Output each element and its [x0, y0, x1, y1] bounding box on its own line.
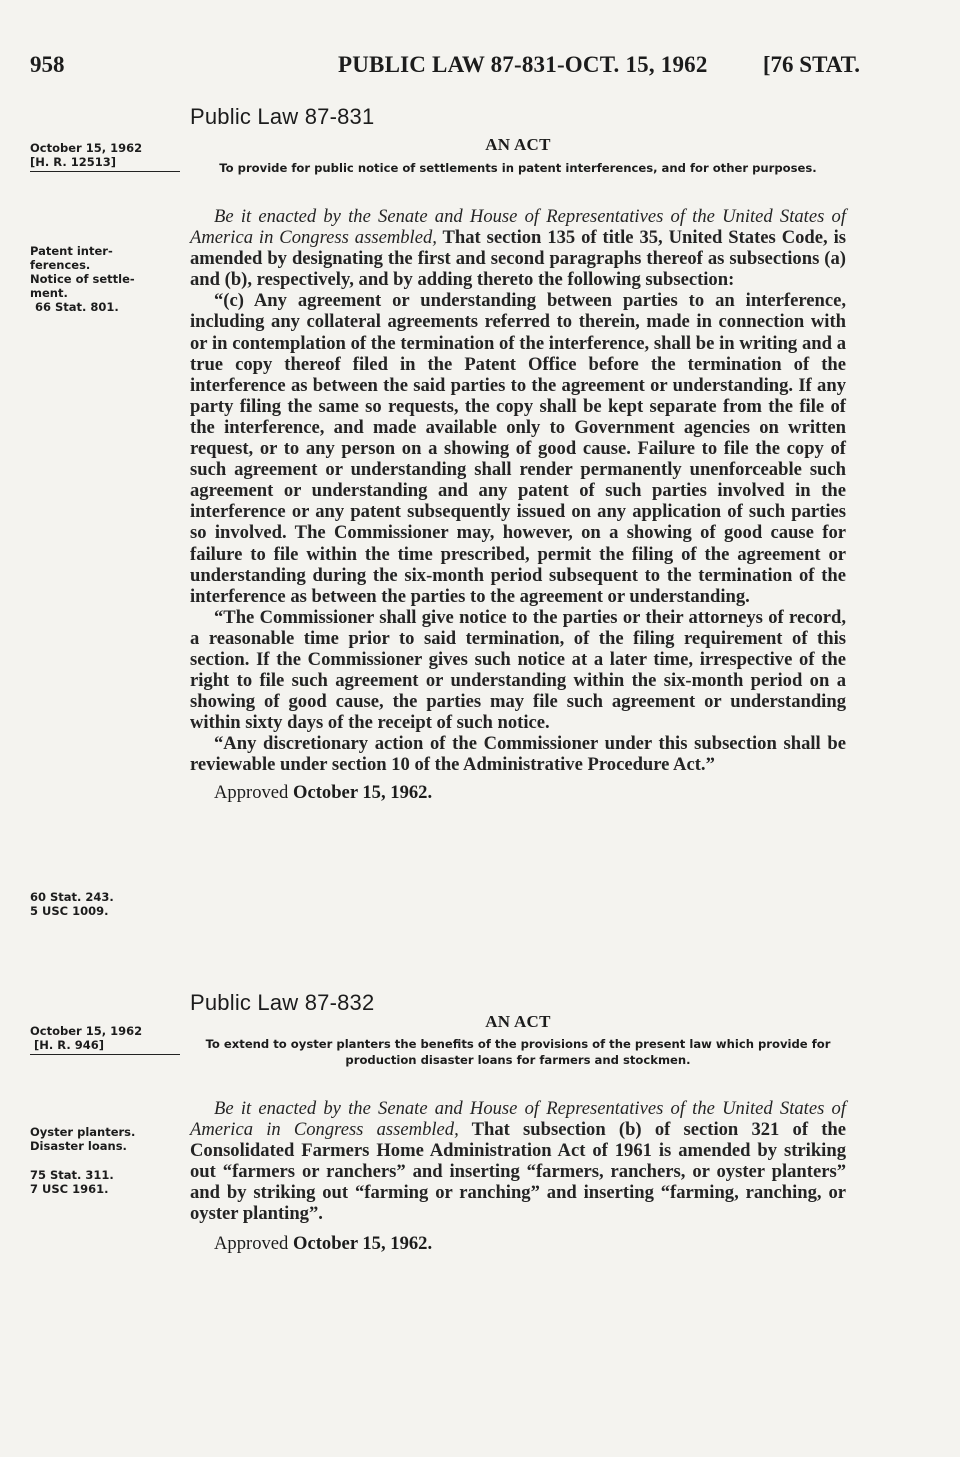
margin-bill-number: [H. R. 946]	[34, 1038, 104, 1052]
margin-date-bill	[30, 1024, 180, 1055]
approved-date: October 15, 1962.	[293, 781, 433, 803]
approved-label: Approved	[214, 781, 289, 803]
subsection-c: “(c) Any agreement or understanding between parties to an interference, including any collateral agreements referred to therein, made in connection with or in contemplation of the termination of the interference, shall be in writing and a true copy thereof filed in the Patent Office before the termination of the interference as between the said parties to the agreement or understanding. If any party filing the same so requests, the copy shall be kept separate from the file of the interference, and made available only to Government agencies on written request, or to any person on a showing of good cause. Failure to file the copy of such agreement or understanding shall render permanently unenforceable such agreement or understanding and any patent of such parties involved in the interference or any patent subsequently issued on any application of such parties so involved. The Commissioner may, however, on a showing of good cause for failure to file within the time prescribed, permit the filing of the agreement or understanding during the six-month period subsequent to the termination of the interference as between the parties to the agreement or understanding.	[190, 290, 846, 607]
margin-topic-line: ment.	[30, 286, 68, 300]
act-body	[190, 206, 846, 776]
margin-topic	[30, 244, 180, 314]
margin-citation-line: 60 Stat. 243.	[30, 890, 114, 904]
act-heading: AN ACT	[485, 135, 551, 154]
margin-topic-line: Patent inter-	[30, 244, 113, 258]
running-head-title: PUBLIC LAW 87-831-OCT. 15, 1962	[338, 52, 708, 77]
approval-line	[190, 782, 846, 804]
margin-topic-line: Disaster loans.	[30, 1139, 127, 1153]
volume-reference: [76 STAT.	[762, 52, 860, 77]
enacting-clause	[190, 1098, 846, 1225]
margin-topic-line: Oyster planters.	[30, 1125, 136, 1139]
margin-rule	[30, 1054, 180, 1055]
margin-date: October 15, 1962	[30, 1024, 143, 1038]
law-title: Public Law 87-832	[190, 990, 375, 1015]
act-purpose: To extend to oyster planters the benefits of the provisions of the present law which provide for production disaster loans for farmers and stockmen.	[205, 1037, 831, 1067]
margin-bill-number: [H. R. 12513]	[30, 155, 116, 169]
enacting-formula: Be it enacted by the Senate and House of Representatives of the United States of America in Congress assembled,	[190, 1098, 846, 1141]
margin-topic-line: 66 Stat. 801.	[35, 300, 119, 314]
approval-line	[190, 1233, 846, 1255]
enacting-text: That section 135 of title 35, United States Code, is amended by designating the first and second paragraphs thereof as subsections (a) and (b), respectively, and by adding thereto the following subsection:	[190, 227, 846, 291]
page-number: 958	[30, 52, 65, 77]
approved-label: Approved	[214, 1232, 289, 1254]
margin-date-bill	[30, 141, 180, 172]
margin-citation	[30, 890, 180, 918]
review-paragraph: “Any discretionary action of the Commissioner under this subsection shall be reviewable under section 10 of the Administrative Procedure Act.”	[190, 733, 846, 776]
margin-topic-line: ferences.	[30, 258, 91, 272]
act-body	[190, 1098, 846, 1225]
margin-citation-line: 75 Stat. 311.	[30, 1168, 114, 1182]
margin-topic	[30, 1125, 180, 1153]
law-title: Public Law 87-831	[190, 104, 375, 129]
act-heading: AN ACT	[485, 1012, 551, 1031]
law-87-831	[190, 104, 846, 804]
enacting-text: That subsection (b) of section 321 of the Consolidated Farmers Home Administration Act of 1961 is amended by striking out “farmers or ranchers” and inserting “farmers, ranchers, or oyster planters” and by striking out “farming or ranching” and inserting “farming, ranching, or oyster planting”.	[190, 1119, 847, 1225]
margin-citation-line: 5 USC 1009.	[30, 904, 109, 918]
margin-rule	[30, 171, 180, 172]
running-head	[30, 52, 860, 84]
act-purpose: To provide for public notice of settlements in patent interferences, and for other purposes.	[219, 161, 817, 175]
approved-date: October 15, 1962.	[293, 1232, 433, 1254]
enacting-formula: Be it enacted by the Senate and House of Representatives of the United States of America in Congress assembled,	[190, 206, 846, 249]
margin-date: October 15, 1962	[30, 141, 143, 155]
margin-citation	[30, 1168, 180, 1196]
margin-citation-line: 7 USC 1961.	[30, 1182, 109, 1196]
notice-paragraph: “The Commissioner shall give notice to the parties or their attorneys of record, a reasonable time prior to said termination, of the filing requirement of this section. If the Commissioner gives such notice at a later time, irrespective of the right to file such agreement or understanding within the six-month period on a showing of good cause, the parties may file such agreement or understanding within sixty days of the receipt of such notice.	[190, 606, 846, 734]
margin-topic-line: Notice of settle-	[30, 272, 135, 286]
law-87-832	[190, 990, 846, 1255]
enacting-clause	[190, 206, 846, 290]
